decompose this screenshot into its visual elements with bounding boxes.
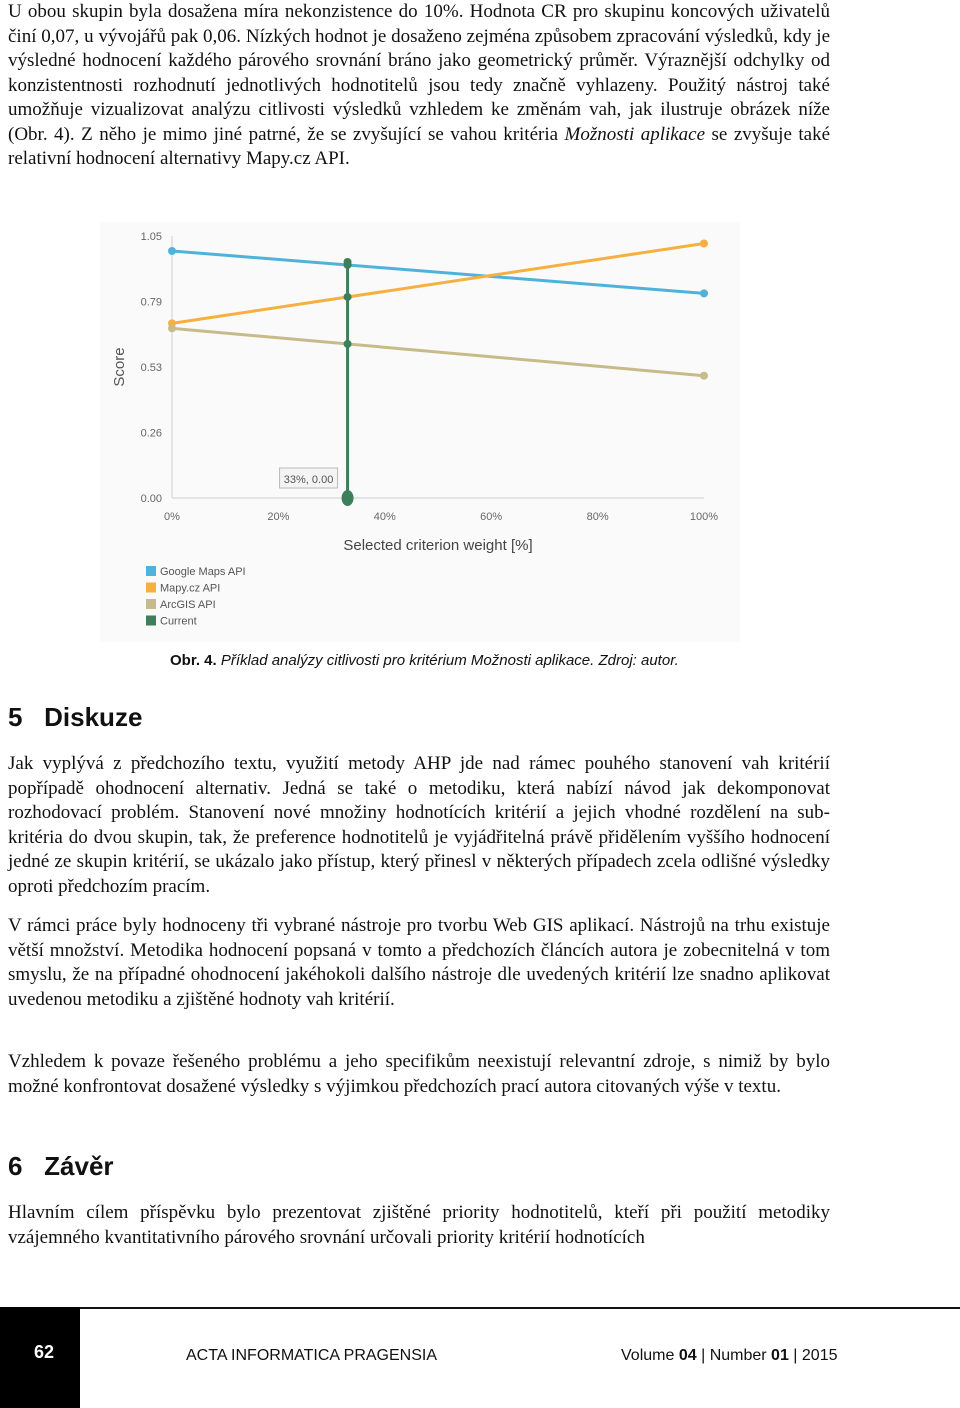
paragraph-text: U obou skupin byla dosažena míra nekonzistence do 10%. Hodnota CR pro skupinu koncových uživatelů činí 0,07, u vývojářů pak 0,06. Nízkých hodnot je dosaženo zejména způsobem zpracování výsledků, kdy je výsledné hodnocení každého párového srovnání bráno jako geometrický průměr. Výraznější odchylky od konzistentnosti rozhodnutí jednotlivých hodnotitelů jsou tedy značně vyhlazeny. Použitý nástroj také umožňuje vizualizovat analýzu citlivosti výsledků vzhledem ke změnám vah, jak ilustruje obrázek níže (Obr. 4). Z něho je mimo jiné patrné, že se zvyšující se vahou kritéria [8, 1, 830, 145]
paragraph-diskuze-1: Jak vyplývá z předchozího textu, využití metody AHP jde nad rámec pouhého stanovení vah kritérií popřípadě ohodnocení alternativ. Jedná se také o metodiku, která nabízí návod jak dekomponovat rozhodovací problém. Stanovení nové množiny hodnotících kritérií a jejich vhodné rozdělení na sub-kritéria do dvou skupin, tak, že preference hodnotitelů je vyjádřitelná právě přidělením vyššího hodnocení jedné ze skupin kritérií, se ukázalo jako přístup, který přinesl v některých případech zcela odlišné výsledky oproti předchozím pracím. [8, 753, 830, 897]
section-number: 5 [8, 702, 23, 732]
caption-label: Obr. 4. [170, 652, 217, 669]
page-number-box [0, 1307, 80, 1408]
chart-svg [100, 222, 740, 642]
volume-number: 04 [678, 1347, 697, 1364]
paragraph-intro [8, 0, 830, 172]
y-axis-label: Score [111, 347, 128, 387]
year: 2015 [801, 1347, 838, 1364]
figure-caption [170, 652, 679, 669]
legend-label: Mapy.cz API [160, 582, 221, 595]
footer-rule [0, 1307, 960, 1309]
current-handle-top[interactable] [344, 258, 352, 266]
legend-swatch [146, 616, 156, 626]
volume-label: Volume [621, 1347, 675, 1364]
x-tick-label: 80% [586, 511, 609, 523]
x-tick-label: 60% [480, 511, 503, 523]
legend-swatch [146, 566, 156, 576]
caption-text: Příklad analýzy citlivosti pro kritérium Možnosti aplikace. Zdroj: autor. [216, 652, 679, 669]
sensitivity-chart [100, 222, 740, 642]
y-tick-label: 1.05 [140, 231, 162, 243]
paragraph-text: se zvyšuje také relativní hodnocení alternativy Mapy.cz API. [8, 123, 831, 169]
current-handle-bottom[interactable] [342, 490, 354, 506]
page-footer [0, 1307, 960, 1408]
series-point [168, 324, 176, 332]
x-tick-label: 0% [164, 511, 180, 523]
current-tooltip [280, 468, 338, 488]
section-heading-zaver [8, 1151, 114, 1182]
section-title: Diskuze [44, 702, 143, 732]
legend-label: ArcGIS API [160, 599, 216, 611]
series-point [700, 289, 708, 297]
series-point [700, 372, 708, 380]
volume-info [621, 1347, 838, 1365]
x-axis-label: Selected criterion weight [%] [343, 537, 533, 554]
section-number: 6 [8, 1151, 23, 1181]
paragraph-emphasis: Možnosti aplikace [564, 123, 706, 145]
y-tick-label: 0.79 [140, 296, 162, 309]
series-point [168, 247, 176, 255]
paragraph-diskuze-3: Vzhledem k povaze řešeného problému a jeho specifikům neexistují relevantní zdroje, s nimiž by bylo možné konfrontovat dosažené výsledky s výjimkou předchozích prací autora citovaných výše v textu. [8, 1051, 830, 1097]
separator: | [793, 1347, 798, 1364]
page-number: 62 [33, 1342, 55, 1362]
x-tick-label: 100% [689, 511, 719, 523]
issue-number: 01 [771, 1347, 789, 1364]
paragraph-diskuze-2: V rámci práce byly hodnoceny tři vybrané nástroje pro tvorbu Web GIS aplikací. Nástrojů na trhu existuje větší množství. Metodika hodnocení popsaná v tomto a předchozích článcích autora je zobecnitelná v tom smyslu, že na případné ohodnocení jakéhokoli dalšího nástroje dle uvedených kritérií lze snadno aplikovat uvedenou metodiku a zjištěné hodnoty vah kritérií. [8, 915, 830, 1010]
y-tick-label: 0.26 [140, 427, 162, 440]
separator: | [701, 1347, 706, 1364]
x-tick-label: 20% [267, 511, 290, 523]
legend-label: Google Maps API [160, 566, 246, 578]
number-label: Number [709, 1347, 767, 1364]
current-point[interactable] [344, 340, 352, 348]
paragraph-zaver: Hlavním cílem příspěvku bylo prezentovat zjištěné priority hodnotitelů, kteří při použití metodiky vzájemného kvantitativního párového srovnání určovali priority kritérií hodnotících [8, 1202, 830, 1248]
journal-name: ACTA INFORMATICA PRAGENSIA [186, 1347, 437, 1364]
series-point [700, 239, 708, 247]
tooltip-text: 33%, 0.00 [283, 474, 334, 486]
current-point[interactable] [344, 293, 352, 301]
y-tick-label: 0.00 [140, 493, 162, 505]
x-tick-label: 40% [373, 511, 396, 523]
legend-label: Current [160, 615, 197, 628]
legend-swatch [146, 599, 156, 609]
section-heading-diskuze [8, 702, 142, 733]
y-tick-label: 0.53 [140, 362, 162, 374]
legend-swatch [146, 583, 156, 593]
section-title: Závěr [44, 1151, 114, 1181]
